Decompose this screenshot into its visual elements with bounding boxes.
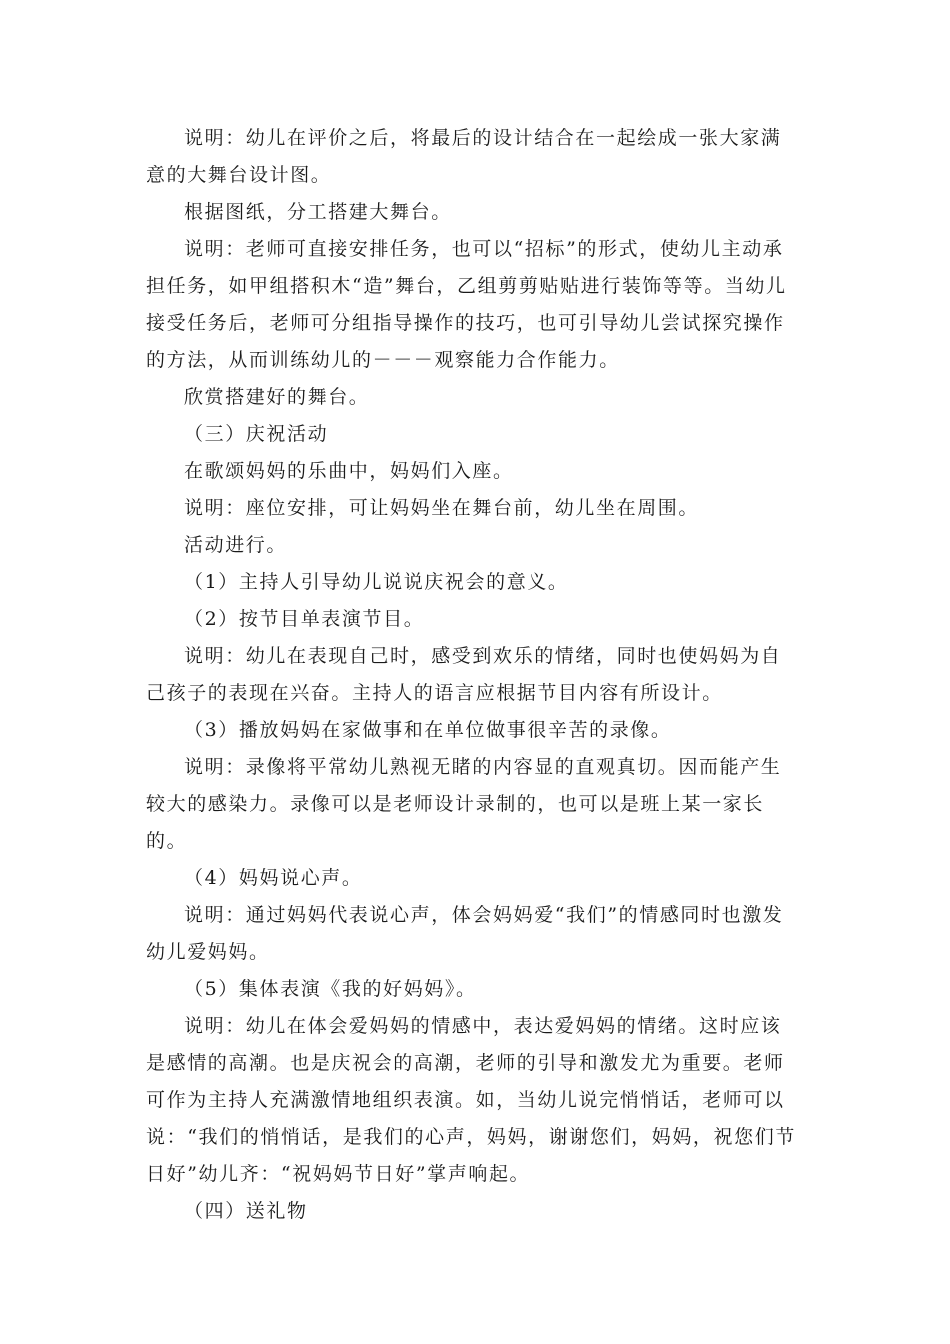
paragraph-appreciate-stage: 欣赏搭建好的舞台。 — [184, 386, 370, 408]
paragraph-task-note: 说明：老师可直接安排任务，也可以“招标”的形式，使幼儿主动承担任务，如甲组搭积木“造”舞台，乙组剪剪贴贴进行装饰等等。当幼儿接受任务后，老师可分组指导操作的技巧，也可引导幼儿尝试探究操作的方法，从而训练幼儿的－－－观察能力合作能力。 — [146, 238, 787, 371]
paragraph-climax-note: 说明：幼儿在体会爱妈妈的情感中，表达爱妈妈的情绪。这时应该是感情的高潮。也是庆祝会的高潮，老师的引导和激发尤为重要。老师可作为主持人充满激情地组织表演。如，当幼儿说完悄悄话，老师可以说：“我们的悄悄话，是我们的心声，妈妈，谢谢您们，妈妈，祝您们节日好”幼儿齐：“祝妈妈节日好”掌声响起。 — [146, 1015, 796, 1185]
section-heading-gifts: （四）送礼物 — [184, 1200, 308, 1222]
paragraph-activity-start: 活动进行。 — [184, 534, 288, 556]
paragraph-performance-note: 说明：幼儿在表现自己时，感受到欢乐的情绪，同时也使妈妈为自己孩子的表现在兴奋。主持人的语言应根据节目内容有所设计。 — [146, 645, 782, 704]
list-item-1: （1）主持人引导幼儿说说庆祝会的意义。 — [184, 571, 569, 593]
paragraph-seating-note: 说明：座位安排，可让妈妈坐在舞台前，幼儿坐在周围。 — [184, 497, 700, 519]
document-body — [146, 120, 798, 1230]
list-item-5: （5）集体表演《我的好妈妈》。 — [184, 978, 477, 1000]
paragraph-mothers-voice-note: 说明：通过妈妈代表说心声，体会妈妈爱“我们”的情感同时也激发幼儿爱妈妈。 — [146, 904, 784, 963]
paragraph-mothers-seated: 在歌颂妈妈的乐曲中，妈妈们入座。 — [184, 460, 514, 482]
list-item-4: （4）妈妈说心声。 — [184, 867, 363, 889]
paragraph-video-note: 说明：录像将平常幼儿熟视无睹的内容显的直观真切。因而能产生较大的感染力。录像可以是老师设计录制的，也可以是班上某一家长的。 — [146, 756, 782, 852]
list-item-3: （3）播放妈妈在家做事和在单位做事很辛苦的录像。 — [184, 719, 672, 741]
paragraph-design-summary: 说明：幼儿在评价之后，将最后的设计结合在一起绘成一张大家满意的大舞台设计图。 — [146, 127, 782, 186]
list-item-2: （2）按节目单表演节目。 — [184, 608, 425, 630]
section-heading-celebration: （三）庆祝活动 — [184, 423, 329, 445]
paragraph-build-stage: 根据图纸，分工搭建大舞台。 — [184, 201, 452, 223]
